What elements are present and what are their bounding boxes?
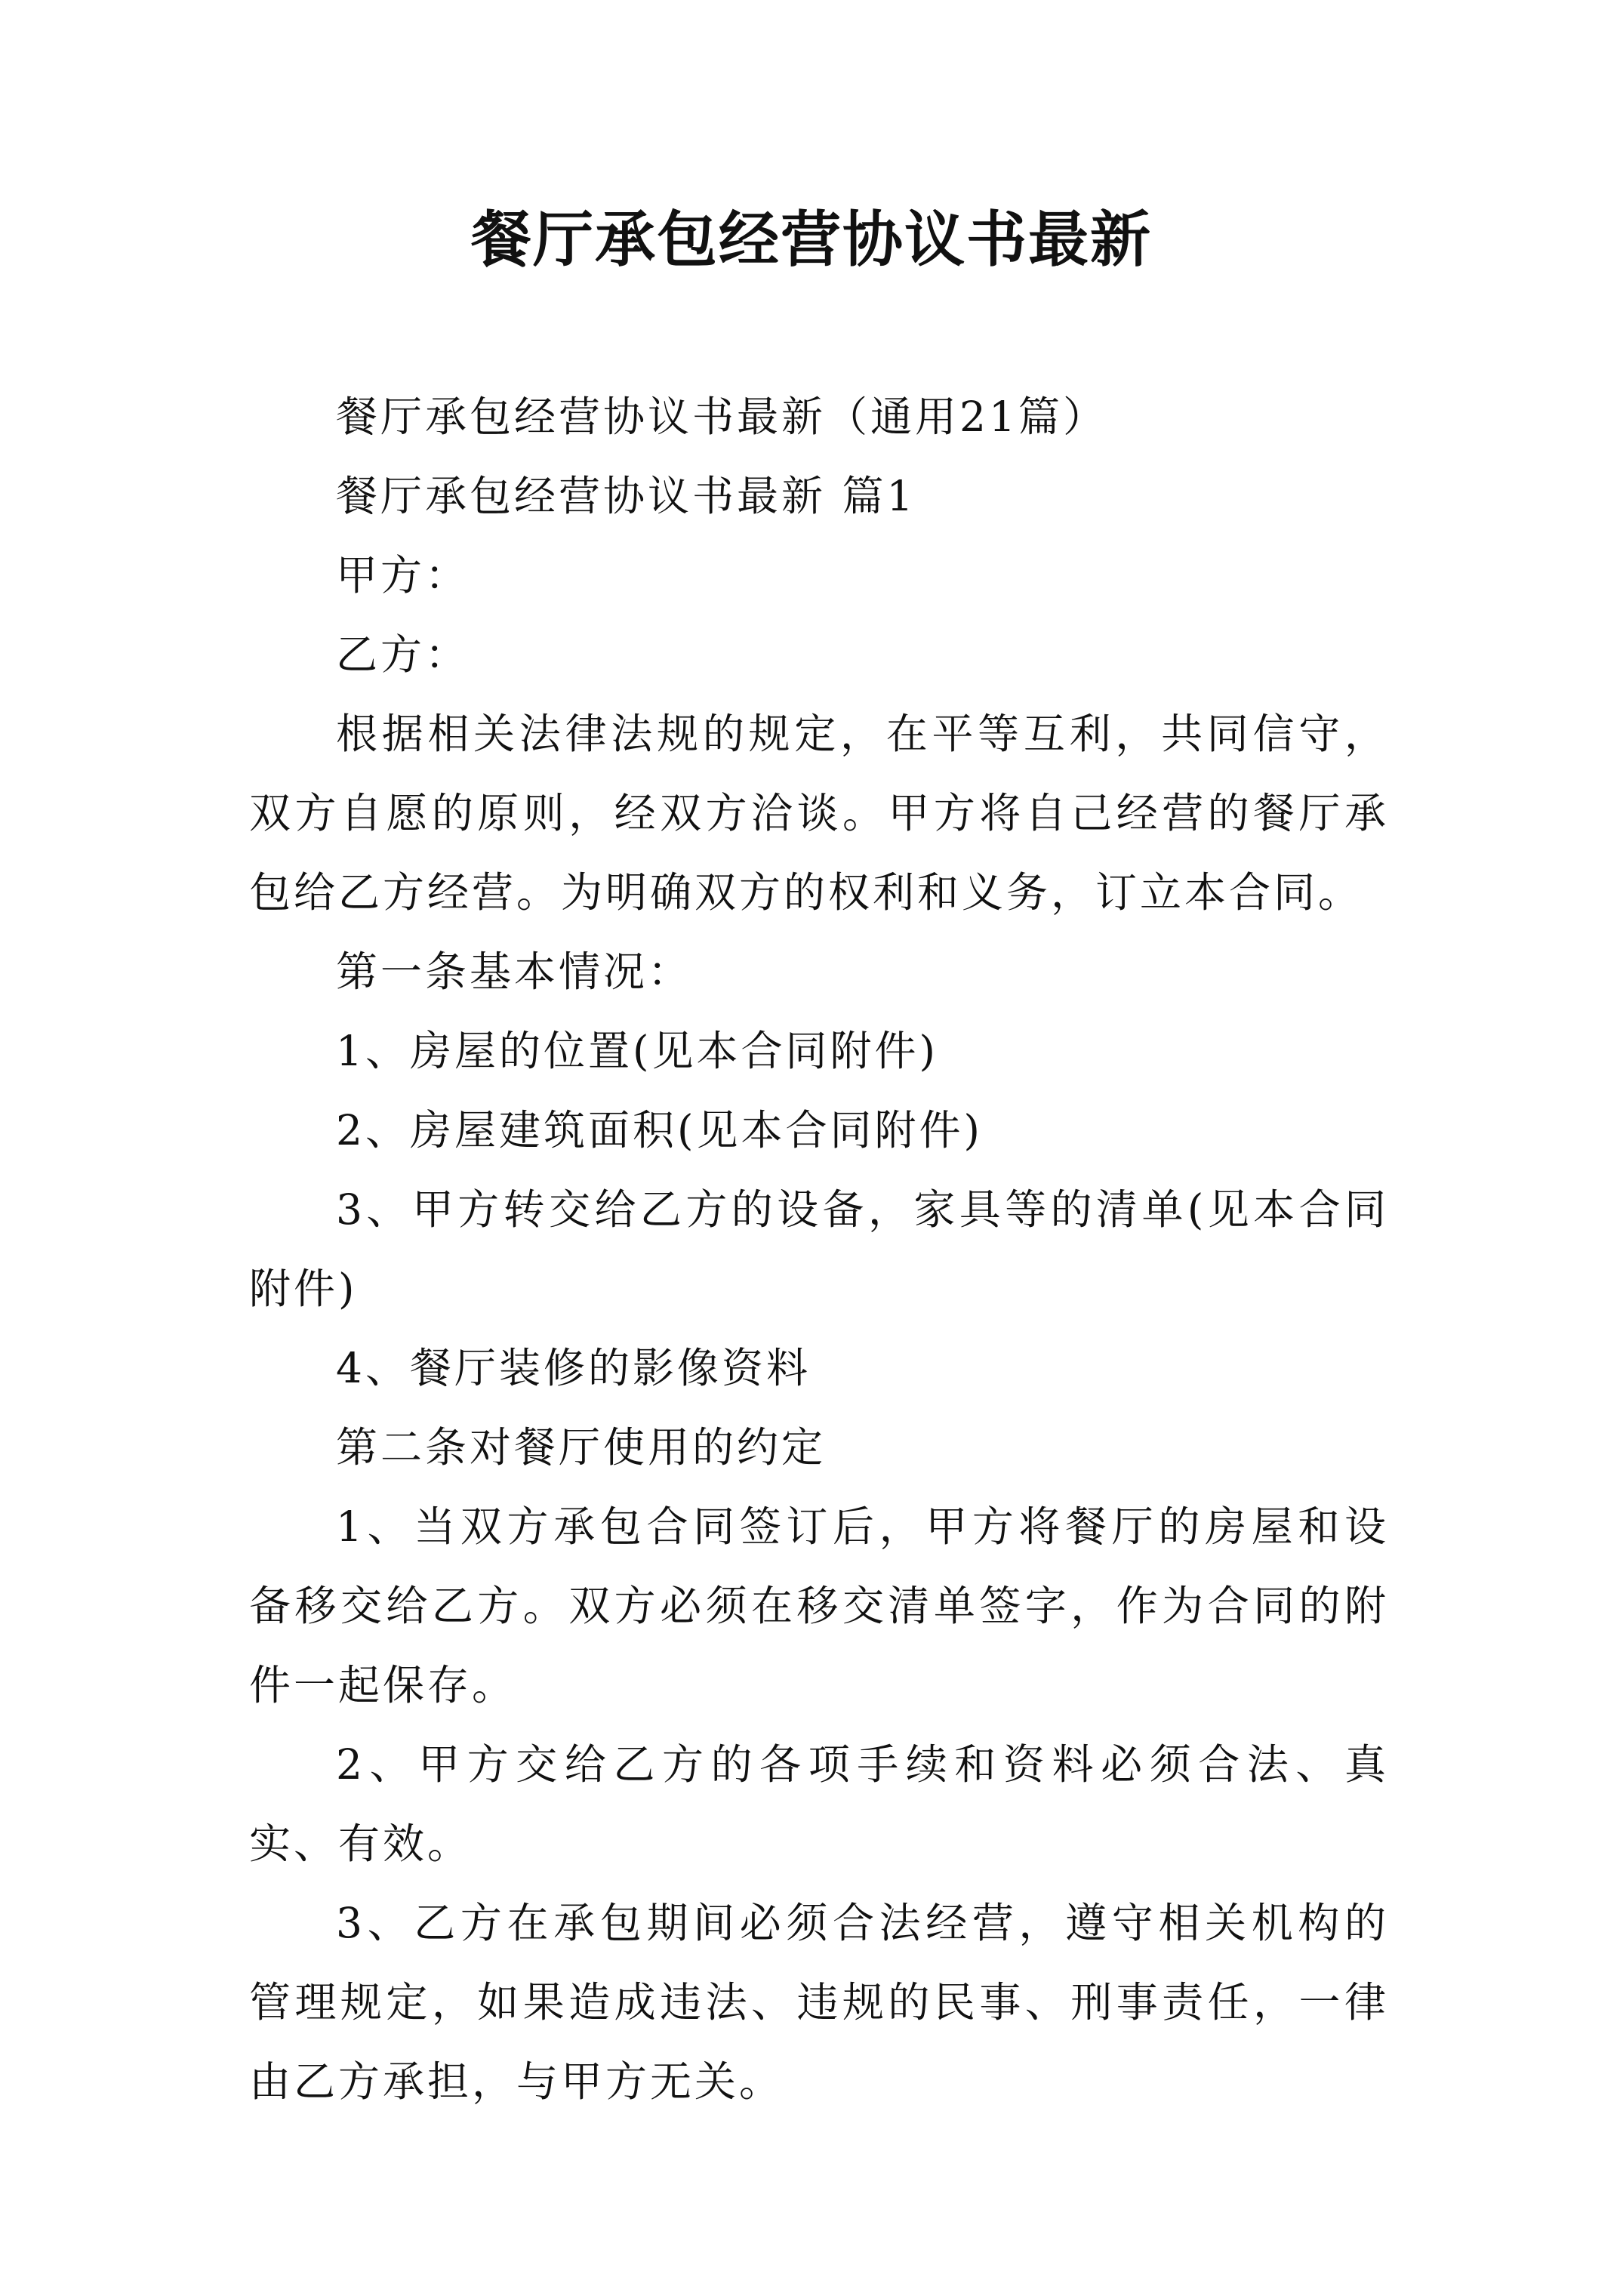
article-1-item-4: 4、餐厅装修的影像资料 bbox=[336, 1344, 811, 1392]
party-b-line: 乙方： bbox=[336, 630, 470, 679]
document-body bbox=[249, 378, 1389, 2122]
subtitle-paragraph: 餐厅承包经营协议书最新（通用21篇） bbox=[336, 393, 1107, 441]
article-2-item-1: 1、当双方承包合同签订后，甲方将餐厅的房屋和设备移交给乙方。双方必须在移交清单签字，作为合同的附件一起保存。 bbox=[249, 1502, 1389, 1709]
article-1-item-2: 2、房屋建筑面积(见本合同附件) bbox=[336, 1106, 983, 1154]
section-heading: 餐厅承包经营协议书最新 篇1 bbox=[336, 472, 916, 520]
preamble-paragraph: 根据相关法律法规的规定，在平等互利，共同信守，双方自愿的原则，经双方洽谈。甲方将自己经营的餐厅承包给乙方经营。为明确双方的权利和义务，订立本合同。 bbox=[249, 710, 1389, 917]
article-1-item-1: 1、房屋的位置(见本合同附件) bbox=[336, 1027, 938, 1075]
article-2-heading: 第二条对餐厅使用的约定 bbox=[336, 1423, 827, 1472]
article-1-heading: 第一条基本情况： bbox=[336, 948, 693, 996]
article-2-item-3: 3、乙方在承包期间必须合法经营，遵守相关机构的管理规定，如果造成违法、违规的民事、刑事责任，一律由乙方承担，与甲方无关。 bbox=[249, 1899, 1389, 2106]
document-title: 餐厅承包经营协议书最新 bbox=[471, 204, 1152, 275]
article-2-item-2: 2、甲方交给乙方的各项手续和资料必须合法、真实、有效。 bbox=[249, 1740, 1389, 1868]
article-1-item-3: 3、甲方转交给乙方的设备，家具等的清单(见本合同附件) bbox=[249, 1185, 1389, 1313]
party-a-line: 甲方： bbox=[336, 551, 470, 599]
